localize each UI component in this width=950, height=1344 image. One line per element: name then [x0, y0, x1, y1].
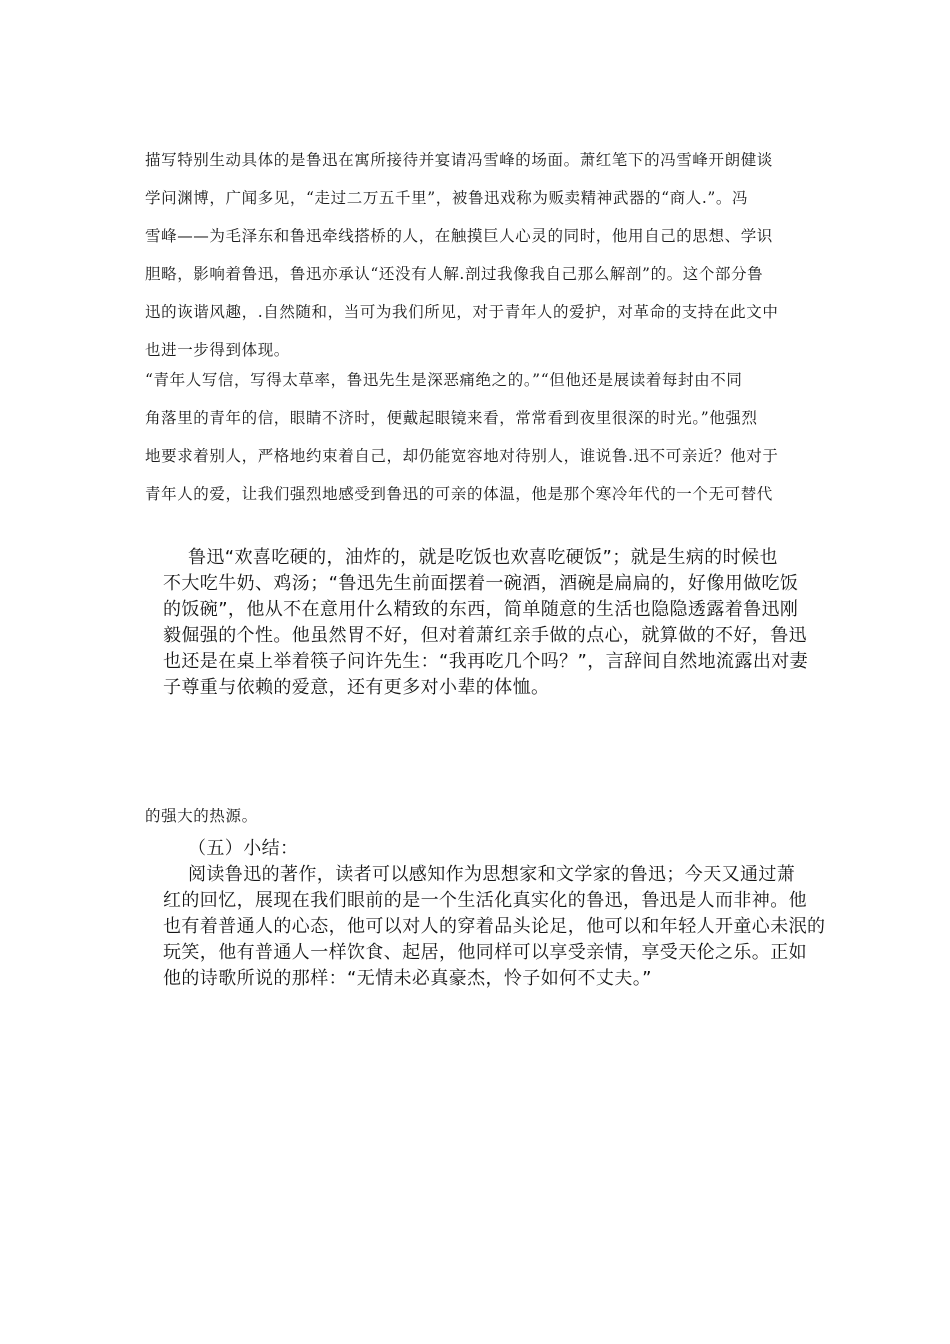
text-line: 不大吃牛奶、鸡汤；“鲁迅先生前面摆着一碗酒，酒碗是扁扁的，好像用做吃饭: [163, 573, 799, 594]
text-line: 红的回忆，展现在我们眼前的是一个生活化真实化的鲁迅，鲁迅是人而非神。他: [163, 890, 807, 911]
text-line: 子尊重与依赖的爱意，还有更多对小辈的体恤。: [163, 677, 550, 698]
text-line: 迅的诙谐风趣，.自然随和，当可为我们所见，对于青年人的爱护，对革命的支持在此文中: [145, 303, 779, 321]
text-line: 毅倔强的个性。他虽然胃不好，但对着萧红亲手做的点心，就算做的不好，鲁迅: [163, 625, 807, 646]
text-line: 也还是在桌上举着筷子问许先生：“我再吃几个吗？”，言辞间自然地流露出对妻: [163, 651, 809, 672]
text-line: 青年人的爱，让我们强烈地感受到鲁迅的可亲的体温，他是那个寒冷年代的一个无可替代: [145, 485, 773, 503]
text-line: 也有着普通人的心态，他可以对人的穿着品头论足，他可以和年轻人开童心未泯的: [163, 916, 826, 937]
text-line: “青年人写信，写得太草率，鲁迅先生是深恶痛绝之的。”“但他还是展读着每封由不同: [145, 371, 743, 389]
text-line: 他的诗歌所说的那样：“无情未必真豪杰，怜子如何不丈夫。”: [163, 968, 652, 989]
text-line: 胆略，影响着鲁迅，鲁迅亦承认“还没有人解.剖过我像我自己那么解剖”的。这个部分鲁: [145, 265, 764, 283]
text-line: 角落里的青年的信，眼睛不济时，便戴起眼镜来看，常常看到夜里很深的时光。”他强烈: [145, 409, 758, 427]
text-line: 阅读鲁迅的著作，读者可以感知作为思想家和文学家的鲁迅；今天又通过萧: [188, 864, 796, 885]
text-line: 学问渊博，广闻多见，“走过二万五千里”，被鲁迅戏称为贩卖精神武器的“商人.”。冯: [145, 189, 749, 207]
section-heading: （五）小结：: [188, 838, 299, 859]
text-line: 鲁迅“欢喜吃硬的，油炸的，就是吃饭也欢喜吃硬饭”；就是生病的时候也: [188, 547, 778, 568]
text-line: 地要求着别人，严格地约束着自己，却仍能宽容地对待别人，谁说鲁.迅不可亲近？他对于: [145, 447, 779, 465]
text-line: 雪峰——为毛泽东和鲁迅牵线搭桥的人，在触摸巨人心灵的同时，他用自己的思想、学识: [145, 227, 773, 245]
text-line: 也进一步得到体现。: [145, 341, 290, 359]
text-line: 的强大的热源。: [145, 807, 258, 825]
text-line: 描写特别生动具体的是鲁迅在寓所接待并宴请冯雪峰的场面。萧红笔下的冯雪峰开朗健谈: [145, 151, 773, 169]
text-line: 的饭碗”，他从不在意用什么精致的东西，简单随意的生活也隐隐透露着鲁迅刚: [163, 599, 799, 620]
text-line: 玩笑，他有普通人一样饮食、起居，他同样可以享受亲情，享受天伦之乐。正如: [163, 942, 807, 963]
